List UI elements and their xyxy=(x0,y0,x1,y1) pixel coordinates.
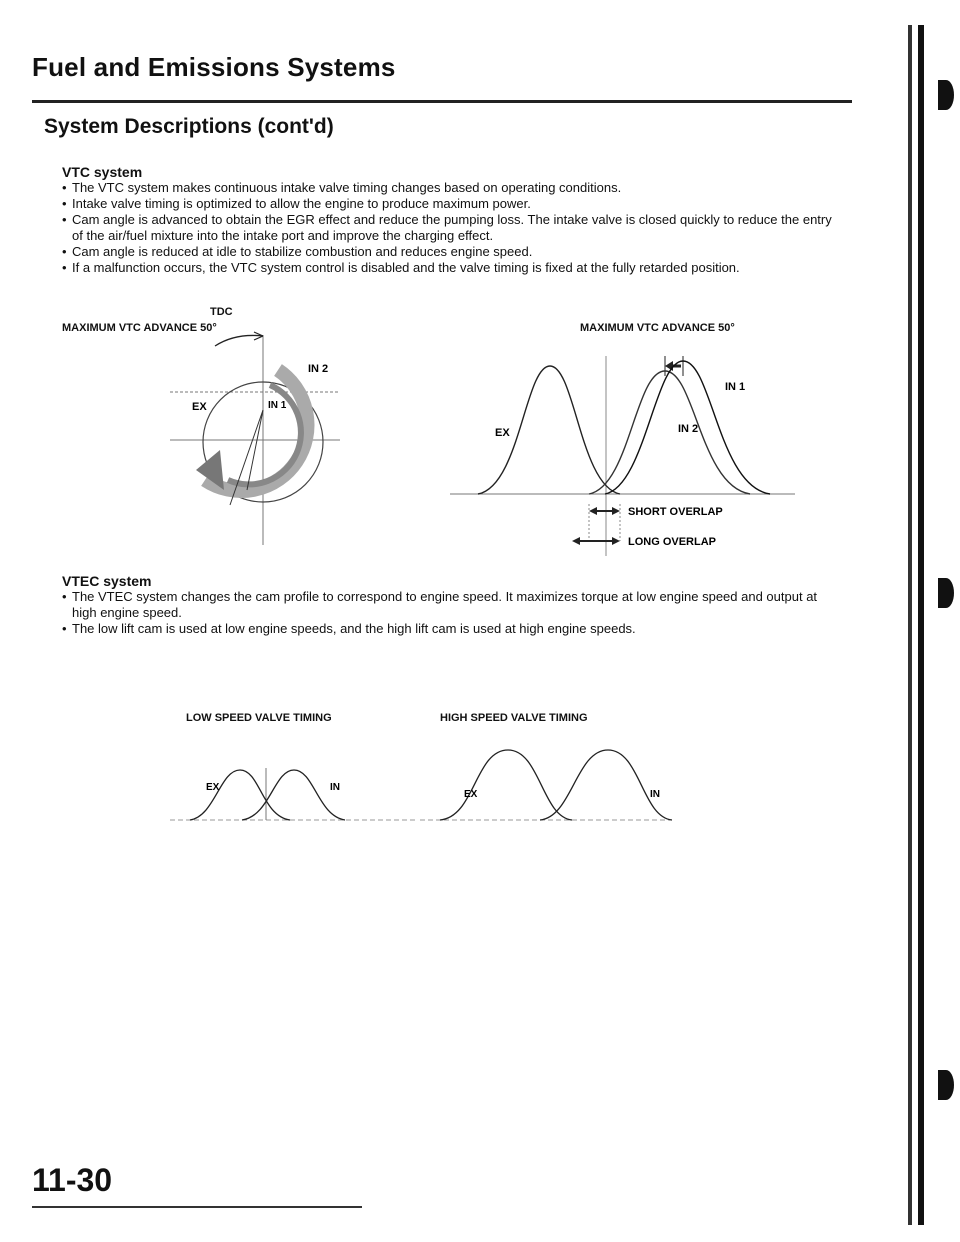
vtec-heading: VTEC system xyxy=(62,573,152,589)
edge-mark xyxy=(938,578,954,608)
page-edge-bar xyxy=(918,25,924,1225)
edge-mark xyxy=(938,1070,954,1100)
high-ex-label: EX xyxy=(464,789,478,800)
vtc-bullet: • The VTC system makes continuous intake valve timing changes based on operating conditions. xyxy=(62,180,842,196)
vtc-lift-curve-diagram xyxy=(450,336,810,561)
long-overlap-label: LONG OVERLAP xyxy=(628,536,717,548)
circle-ex-label: EX xyxy=(192,401,207,413)
circle-in1-label: IN 1 xyxy=(268,400,287,411)
long-overlap-arrowhead xyxy=(612,537,620,545)
tdc-label: TDC xyxy=(210,306,233,318)
short-overlap-arrowhead xyxy=(612,507,620,515)
vtc-bullet: • Intake valve timing is optimized to allow the engine to produce maximum power. xyxy=(62,196,842,212)
section-title: System Descriptions (cont'd) xyxy=(44,115,334,138)
vtc-circle-diagram xyxy=(150,330,350,550)
page-number: 11-30 xyxy=(32,1162,113,1198)
low-in-label: IN xyxy=(330,782,340,793)
circle-in2-label: IN 2 xyxy=(308,363,329,375)
advance-arrowhead xyxy=(665,361,673,371)
vtc-bullet-list xyxy=(62,180,842,276)
ex-lift-curve xyxy=(440,750,572,820)
vtec-bullet: • The low lift cam is used at low engine speeds, and the high lift cam is used at high engine speeds. xyxy=(62,621,842,637)
circle-advance-label: MAXIMUM VTC ADVANCE 50° xyxy=(62,322,217,334)
title-divider xyxy=(32,100,852,103)
vtc-bullet: • If a malfunction occurs, the VTC system control is disabled and the valve timing is fixed at the fully retarded position. xyxy=(62,260,842,276)
curve-in1-label: IN 1 xyxy=(725,381,746,393)
low-ex-label: EX xyxy=(206,782,220,793)
long-overlap-arrowhead xyxy=(572,537,580,545)
curve-in2-label: IN 2 xyxy=(678,423,699,435)
vtc-bullet: • Cam angle is reduced at idle to stabilize combustion and reduces engine speed. xyxy=(62,244,842,260)
curve-advance-label: MAXIMUM VTC ADVANCE 50° xyxy=(580,322,735,334)
vtec-bullet: • The VTEC system changes the cam profile to correspond to engine speed. It maximizes torque at low engine speed and output at high engine speed. xyxy=(62,589,842,621)
low-speed-diagram xyxy=(170,760,420,830)
short-overlap-label: SHORT OVERLAP xyxy=(628,506,723,518)
ex-lift-curve xyxy=(190,770,290,820)
vtc-heading: VTC system xyxy=(62,164,143,180)
footer-divider xyxy=(32,1206,362,1208)
page-edge-line xyxy=(908,25,912,1225)
low-speed-label: LOW SPEED VALVE TIMING xyxy=(186,712,332,724)
in-lift-curve xyxy=(540,750,672,820)
page-title: Fuel and Emissions Systems xyxy=(32,52,396,82)
short-overlap-arrowhead xyxy=(589,507,597,515)
edge-mark xyxy=(938,80,954,110)
vtc-bullet: • Cam angle is advanced to obtain the EGR effect and reduce the pumping loss. The intake valve is closed quickly to reduce the entry of the air/fuel mixture into the intake port and improve the charging effect. xyxy=(62,212,842,244)
in-lift-curve xyxy=(242,770,345,820)
vtec-bullet-list xyxy=(62,589,842,637)
advance-arc xyxy=(215,335,263,346)
high-speed-label: HIGH SPEED VALVE TIMING xyxy=(440,712,588,724)
high-speed-diagram xyxy=(420,745,690,835)
high-in-label: IN xyxy=(650,789,660,800)
curve-ex-label: EX xyxy=(495,427,510,439)
